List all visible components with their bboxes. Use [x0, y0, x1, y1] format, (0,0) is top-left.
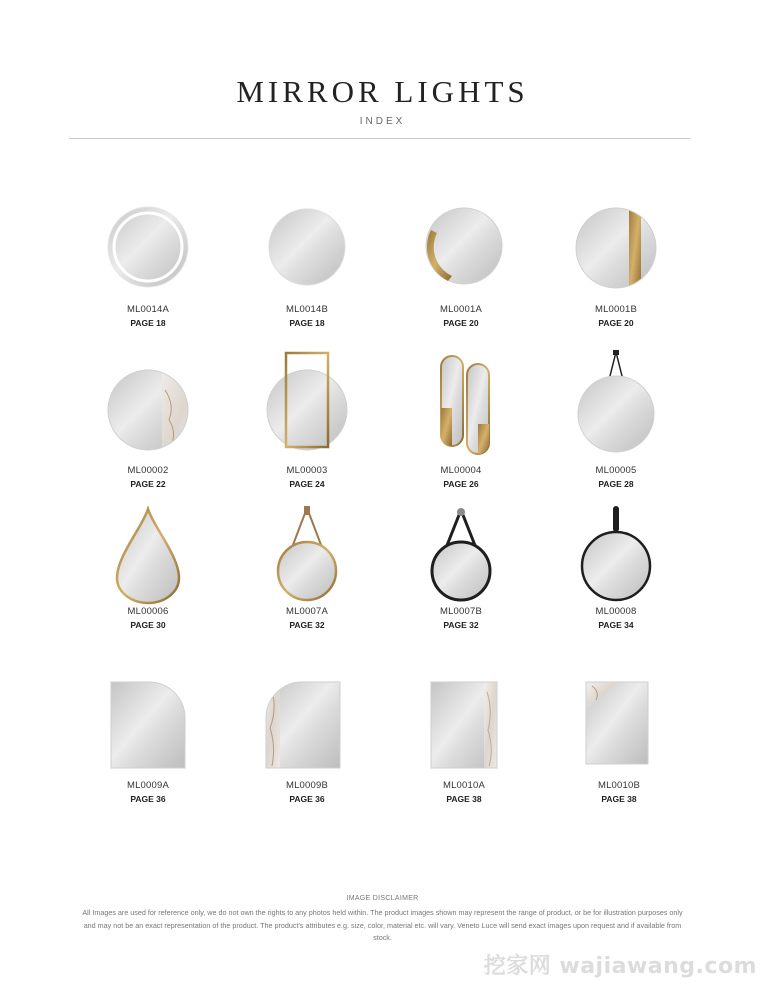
product-page: PAGE 24 — [289, 479, 325, 489]
round-mirror-gold-frame-image — [264, 350, 350, 465]
capsule-mirrors-image — [418, 350, 504, 465]
round-mirror-image — [264, 204, 350, 304]
product-page: PAGE 38 — [601, 794, 637, 804]
product-page: PAGE 18 — [130, 318, 166, 328]
disclaimer-title: IMAGE DISCLAIMER — [346, 895, 419, 902]
product-ml0010b[interactable] — [544, 680, 694, 804]
product-code: ML0010A — [442, 780, 486, 791]
product-code: ML00008 — [595, 606, 637, 617]
product-ml0007b[interactable] — [386, 506, 536, 630]
product-code: ML00003 — [286, 465, 328, 476]
product-page: PAGE 26 — [443, 479, 479, 489]
product-ml0009b[interactable] — [232, 680, 382, 804]
page-subtitle: INDEX — [359, 116, 406, 127]
arch-mirror-image — [105, 680, 191, 780]
disclaimer-text: All Images are used for reference only, we do not own the rights to any photos held within. The product images shown may represent the range of product, or be for illustration purposes only and may not be an exact representation of the product. The product's attributes e.g. size, color, material etc. will vary. Veneto Luce will send exact images upon request and if available from stock. — [82, 908, 683, 942]
rectangle-mirror-marble-corner-image — [576, 680, 662, 780]
product-ml0001a[interactable] — [386, 204, 536, 328]
arch-mirror-marble-image — [264, 680, 350, 780]
round-mirror-black-loop-image — [573, 506, 659, 606]
product-ml00005[interactable] — [541, 350, 691, 489]
product-code: ML00006 — [127, 606, 169, 617]
product-code: ML00002 — [127, 465, 169, 476]
product-page: PAGE 28 — [598, 479, 634, 489]
teardrop-mirror-image — [105, 506, 191, 606]
product-code: ML0009A — [126, 780, 170, 791]
round-led-mirror-image — [105, 204, 191, 304]
product-ml0014b[interactable] — [232, 204, 382, 328]
header-divider — [69, 138, 690, 139]
product-code: ML00004 — [440, 465, 482, 476]
product-page: PAGE 38 — [446, 794, 482, 804]
page-title: MIRROR LIGHTS — [236, 74, 529, 109]
product-ml0007a[interactable] — [232, 506, 382, 630]
site-watermark: 挖家网 wajiawang.com — [483, 954, 757, 979]
product-ml0001b[interactable] — [541, 204, 691, 328]
product-page: PAGE 32 — [289, 620, 325, 630]
product-ml00008[interactable] — [541, 506, 691, 630]
product-page: PAGE 22 — [130, 479, 166, 489]
product-ml00004[interactable] — [386, 350, 536, 489]
product-code: ML0001A — [439, 304, 483, 315]
product-ml0009a[interactable] — [73, 680, 223, 804]
product-page: PAGE 36 — [289, 794, 325, 804]
product-code: ML0001B — [594, 304, 638, 315]
product-page: PAGE 30 — [130, 620, 166, 630]
strap-mirror-black-image — [418, 506, 504, 606]
product-page: PAGE 36 — [130, 794, 166, 804]
product-page: PAGE 20 — [443, 318, 479, 328]
product-ml00006[interactable] — [73, 506, 223, 630]
product-page: PAGE 32 — [443, 620, 479, 630]
product-code: ML0007B — [439, 606, 483, 617]
product-ml0014a[interactable] — [73, 204, 223, 328]
product-ml00002[interactable] — [73, 350, 223, 489]
round-mirror-marble-image — [105, 350, 191, 465]
product-page: PAGE 18 — [289, 318, 325, 328]
product-code: ML0014B — [285, 304, 329, 315]
hanging-round-mirror-image — [573, 350, 659, 465]
strap-mirror-gold-image — [264, 506, 350, 606]
product-ml0010a[interactable] — [389, 680, 539, 804]
product-code: ML0014A — [126, 304, 170, 315]
product-page: PAGE 34 — [598, 620, 634, 630]
product-code: ML00005 — [595, 465, 637, 476]
rectangle-mirror-marble-image — [421, 680, 507, 780]
product-code: ML0010B — [597, 780, 641, 791]
product-page: PAGE 20 — [598, 318, 634, 328]
round-mirror-gold-arc-image — [418, 204, 504, 304]
product-code: ML0009B — [285, 780, 329, 791]
round-mirror-gold-band-image — [573, 204, 659, 304]
product-code: ML0007A — [285, 606, 329, 617]
product-ml00003[interactable] — [232, 350, 382, 489]
